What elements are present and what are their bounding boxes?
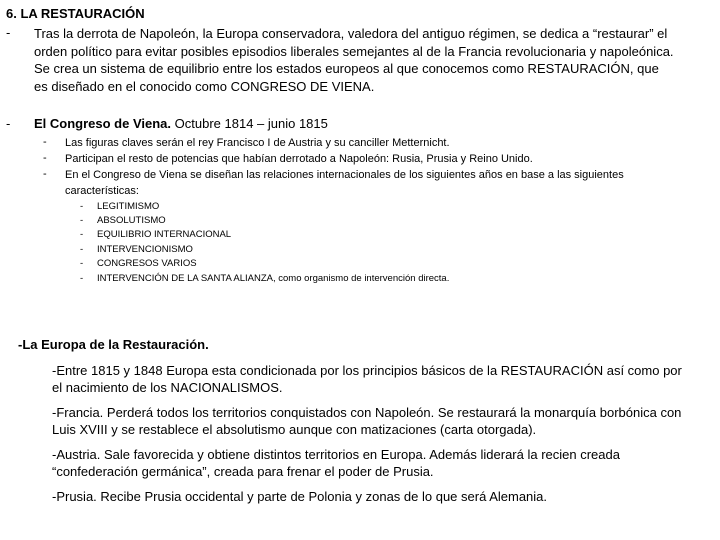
congress-heading [34,116,328,131]
characteristic-dash: - [80,258,84,269]
intro-paragraph: Tras la derrota de Napoleón, la Europa conservadora, valedora del antiguo régimen, se dedica a “restaurar” el orden político para evitar posibles episodios liberales semejantes al de la Francia revolucionaria y napoleónica. Se crea un sistema de equilibrio entre los estados europeos al que conocemos como RESTAURACIÓN, que es diseñado en el conocido como CONGRESO DE VIENA. [34,26,674,94]
austria-paragraph: -Austria. Sale favorecida y obtiene distintos territorios en Europa. Además liderará la recien creada “confederación germánica”, creada para frenar el poder de Prusia. [52,447,620,479]
bullet-dash: - [6,25,11,40]
characteristic-item: INTERVENCIÓN DE LA SANTA ALIANZA, como organismo de intervención directa. [97,273,450,284]
congress-heading-bold: El Congreso de Viena. [34,116,172,131]
prussia-paragraph: -Prusia. Recibe Prusia occidental y parte de Polonia y zonas de lo que será Alemania. [52,489,548,504]
restoration-paragraph: -Entre 1815 y 1848 Europa esta condicionada por los principios básicos de la RESTAURACIÓN así como por el nacimiento de los NACIONALISMOS. [52,363,682,395]
characteristic-item: LEGITIMISMO [97,201,160,212]
bullet-dash: - [6,116,11,131]
sub-bullet-dash: - [43,152,47,164]
section-title: 6. LA RESTAURACIÓN [6,6,145,21]
characteristic-item: CONGRESOS VARIOS [97,258,197,269]
characteristic-dash: - [80,273,84,284]
sub-bullet-dash: - [43,136,47,148]
congress-heading-dates: Octubre 1814 – junio 1815 [171,116,328,131]
congress-item: Las figuras claves serán el rey Francisco I de Austria y su canciller Metternicht. [65,137,450,149]
characteristic-dash: - [80,244,84,255]
congress-item: En el Congreso de Viena se diseñan las relaciones internacionales de los siguientes años en base a las siguientes características: [65,169,624,197]
characteristic-item: INTERVENCIONISMO [97,244,193,255]
sub-bullet-dash: - [43,168,47,180]
characteristic-item: ABSOLUTISMO [97,215,166,226]
characteristic-dash: - [80,229,84,240]
characteristic-dash: - [80,201,84,212]
restoration-europe-heading: -La Europa de la Restauración. [18,337,209,352]
congress-item: Participan el resto de potencias que habían derrotado a Napoleón: Rusia, Prusia y Reino Unido. [65,153,533,165]
characteristic-item: EQUILIBRIO INTERNACIONAL [97,229,232,240]
characteristic-dash: - [80,215,84,226]
france-paragraph: -Francia. Perderá todos los territorios conquistados con Napoleón. Se restaurará la monarquía borbónica con Luis XVIII y se restablece el absolutismo aunque con matizaciones (carta otorgada). [52,405,682,437]
